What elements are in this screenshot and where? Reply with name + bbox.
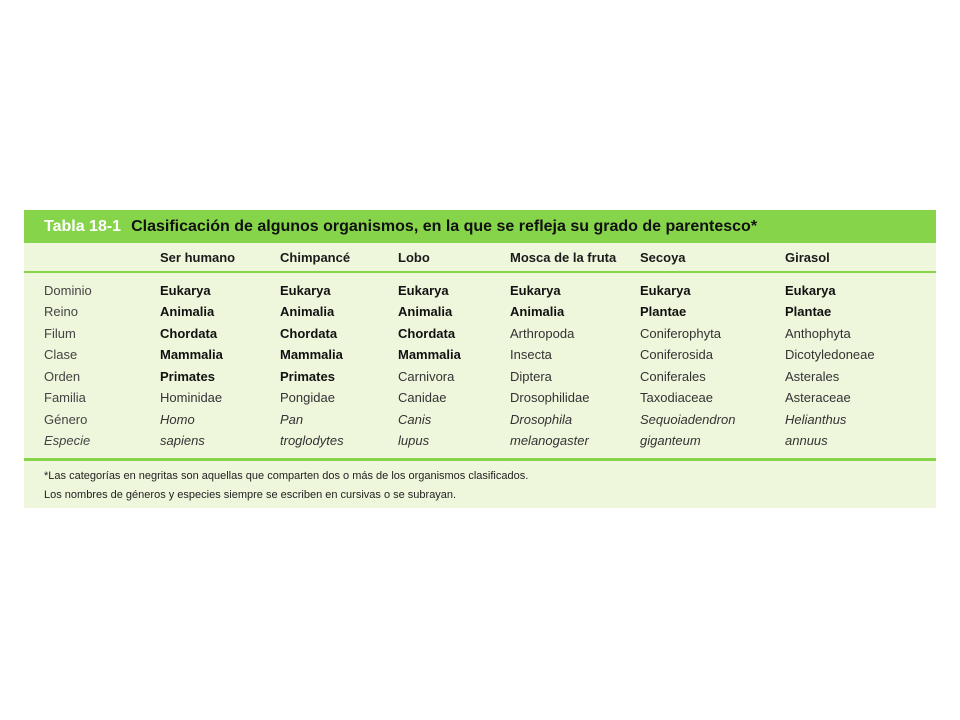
table-cell: Animalia xyxy=(280,304,335,320)
table-cell: Mammalia xyxy=(398,347,461,363)
table-row xyxy=(24,409,936,431)
table-number: Tabla 18-1 xyxy=(44,217,122,235)
table-header-row xyxy=(24,243,936,272)
header-chimpance: Chimpancé xyxy=(276,243,394,272)
table-row xyxy=(24,272,936,301)
header-empty xyxy=(24,243,144,272)
row-label: Género xyxy=(44,411,88,427)
table-cell: Coniferophyta xyxy=(640,325,721,341)
table-cell: Sequoiadendron xyxy=(640,411,736,427)
table-cell: annuus xyxy=(785,433,828,449)
table-grid xyxy=(24,243,936,458)
table-cell: Diptera xyxy=(510,368,552,384)
table-row xyxy=(24,301,936,323)
table-cell: Coniferosida xyxy=(640,347,713,363)
footnote-italic: Los nombres de géneros y especies siempre se escriben en cursivas o se subrayan. xyxy=(44,488,457,501)
table-cell: Drosophilidae xyxy=(510,390,590,406)
table-cell: Anthophyta xyxy=(785,325,851,341)
table-cell: Primates xyxy=(160,368,215,384)
table-cell: Animalia xyxy=(398,304,453,320)
table-cell: Carnivora xyxy=(398,368,455,384)
header-lobo: Lobo xyxy=(394,243,506,272)
table-row xyxy=(24,323,936,345)
table-cell: Canidae xyxy=(398,390,447,406)
header-secoya: Secoya xyxy=(636,243,781,272)
row-label: Filum xyxy=(44,325,76,341)
table-cell: Canis xyxy=(398,411,432,427)
table-title-bar xyxy=(24,210,936,243)
table-row xyxy=(24,430,936,458)
row-label: Especie xyxy=(44,433,91,449)
table-row xyxy=(24,366,936,388)
table-row xyxy=(24,344,936,366)
table-cell: Eukarya xyxy=(785,282,836,298)
table-cell: Chordata xyxy=(160,325,218,341)
table-cell: Coniferales xyxy=(640,368,706,384)
header-mosca: Mosca de la fruta xyxy=(506,243,636,272)
table-cell: Arthropoda xyxy=(510,325,575,341)
table-cell: Helianthus xyxy=(785,411,847,427)
table-cell: Insecta xyxy=(510,347,552,363)
table-cell: sapiens xyxy=(160,433,205,449)
table-cell: Eukarya xyxy=(160,282,211,298)
table-cell: melanogaster xyxy=(510,433,589,449)
row-label: Dominio xyxy=(44,282,92,298)
table-cell: troglodytes xyxy=(280,433,344,449)
table-cell: Asterales xyxy=(785,368,840,384)
table-cell: lupus xyxy=(398,433,430,449)
table-cell: Pan xyxy=(280,411,304,427)
table-cell: Animalia xyxy=(160,304,215,320)
row-label: Familia xyxy=(44,390,86,406)
footnote-bold: *Las categorías en negritas son aquellas que comparten dos o más de los organismos clasificados. xyxy=(44,469,529,482)
table-cell: Hominidae xyxy=(160,390,223,406)
table-cell: Plantae xyxy=(785,304,832,320)
table-cell: Primates xyxy=(280,368,335,384)
table-cell: Asteraceae xyxy=(785,390,851,406)
classification-table xyxy=(24,210,936,508)
table-cell: Taxodiaceae xyxy=(640,390,713,406)
table-cell: Chordata xyxy=(398,325,456,341)
table-cell: Chordata xyxy=(280,325,338,341)
table-cell: Eukarya xyxy=(510,282,561,298)
table-cell: Pongidae xyxy=(280,390,335,406)
table-cell: Animalia xyxy=(510,304,565,320)
table-cell: giganteum xyxy=(640,433,701,449)
header-girasol: Girasol xyxy=(781,243,936,272)
footnotes xyxy=(24,461,936,505)
header-ser-humano: Ser humano xyxy=(144,243,276,272)
table-cell: Eukarya xyxy=(280,282,331,298)
table-cell: Plantae xyxy=(640,304,687,320)
row-label: Clase xyxy=(44,347,78,363)
table-cell: Dicotyledoneae xyxy=(785,347,875,363)
table-cell: Mammalia xyxy=(160,347,223,363)
row-label: Reino xyxy=(44,304,78,320)
table-cell: Drosophila xyxy=(510,411,573,427)
table-title: Clasificación de algunos organismos, en la que se refleja su grado de parentesco* xyxy=(131,217,758,235)
table-cell: Eukarya xyxy=(640,282,691,298)
table-cell: Eukarya xyxy=(398,282,449,298)
table-cell: Mammalia xyxy=(280,347,343,363)
row-label: Orden xyxy=(44,368,81,384)
table-cell: Homo xyxy=(160,411,195,427)
table-row xyxy=(24,387,936,409)
